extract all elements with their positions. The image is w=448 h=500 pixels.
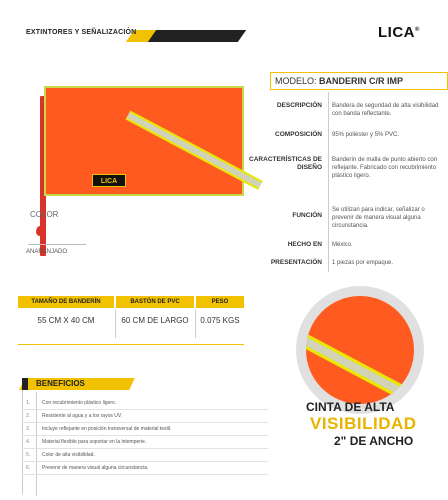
spec-label-description: DESCRIPCIÓN bbox=[276, 102, 322, 109]
spec-label-composition: COMPOSICIÓN bbox=[275, 131, 322, 138]
dim-header-size: TAMAÑO DE BANDERÍN bbox=[18, 296, 114, 308]
benefit-item bbox=[22, 398, 268, 410]
spec-value-design: Banderín de malla de punto abierto con reflejante. Fabricado con recubrimiento plástico ligero. bbox=[332, 157, 438, 179]
dimensions-table bbox=[18, 296, 244, 344]
benefit-number: 3. bbox=[26, 426, 31, 432]
header bbox=[0, 0, 448, 70]
benefit-text: Prevenir de manera visual alguna circunstancia. bbox=[42, 465, 149, 471]
color-drop-icon bbox=[36, 226, 44, 236]
spec-value-presentation: 1 piezas por empaque. bbox=[332, 260, 394, 266]
band-caption-line1: CINTA DE ALTA bbox=[306, 400, 395, 414]
spec-value-composition: 95% poliéster y 5% PVC. bbox=[332, 132, 400, 138]
band-caption-line3: 2" DE ANCHO bbox=[334, 434, 414, 448]
benefits-title-bar bbox=[22, 378, 28, 390]
spec-value-made-in: México. bbox=[332, 242, 353, 248]
benefits-title: BENEFICIOS bbox=[36, 379, 85, 388]
dim-bottom-line bbox=[18, 344, 244, 345]
flag-brand-tag: LICA bbox=[92, 174, 126, 187]
benefit-item bbox=[22, 424, 268, 436]
color-divider bbox=[28, 244, 86, 245]
benefit-item bbox=[22, 463, 268, 475]
brand-logo: LICA® bbox=[378, 24, 420, 41]
benefit-number: 4. bbox=[26, 439, 31, 445]
detail-circle bbox=[306, 296, 414, 404]
dim-header-pole: BASTÓN DE PVC bbox=[116, 296, 194, 308]
benefit-item bbox=[22, 411, 268, 423]
benefit-number: 6. bbox=[26, 465, 31, 471]
spec-label-made-in: HECHO EN bbox=[287, 241, 322, 248]
spec-value-function: Se utilizan para indicar, señalizar o prevenir de manera visual alguna circunstancia. bbox=[332, 207, 425, 229]
color-value: ANARANJADO bbox=[26, 249, 68, 255]
benefit-text: Con recubrimiento plástico ligero. bbox=[42, 400, 117, 406]
spec-label-presentation: PRESENTACIÓN bbox=[270, 259, 322, 266]
benefit-item bbox=[22, 437, 268, 449]
dim-value-pole: 60 CM DE LARGO bbox=[121, 316, 189, 325]
band-caption-line2: VISIBILIDAD bbox=[310, 414, 417, 433]
flag-image bbox=[44, 86, 244, 196]
benefits-box bbox=[22, 378, 268, 494]
dim-value-size: 55 CM X 40 CM bbox=[37, 316, 95, 325]
spec-label-design: CARACTERÍSTICAS DE DISEÑO bbox=[249, 156, 322, 171]
benefit-number: 1. bbox=[26, 400, 31, 406]
spec-label-function: FUNCIÓN bbox=[292, 212, 322, 219]
model-title: MODELO: BANDERIN C/R IMP bbox=[275, 76, 404, 86]
spec-divider bbox=[328, 92, 329, 272]
category-label: EXTINTORES Y SEÑALIZACIÓN bbox=[26, 29, 137, 36]
spec-value-description: Bandera de seguridad de alta visibilidad con banda reflectante. bbox=[332, 103, 439, 117]
benefit-item bbox=[22, 450, 268, 462]
benefit-text: Incluye reflejante en posición transversal de material textil. bbox=[42, 426, 172, 432]
benefit-text: Material flexible para soportar en la intemperie. bbox=[42, 439, 147, 445]
benefit-text: Color de alta visibilidad. bbox=[42, 452, 95, 458]
benefit-number: 5. bbox=[26, 452, 31, 458]
dim-value-weight: 0.075 KGS bbox=[200, 316, 240, 325]
dim-header-weight: PESO bbox=[196, 296, 244, 308]
benefit-text: Resistente al agua y a los rayos UV. bbox=[42, 413, 123, 419]
color-title: COLOR bbox=[30, 210, 59, 219]
header-accent-dark bbox=[148, 30, 246, 42]
benefit-number: 2. bbox=[26, 413, 31, 419]
